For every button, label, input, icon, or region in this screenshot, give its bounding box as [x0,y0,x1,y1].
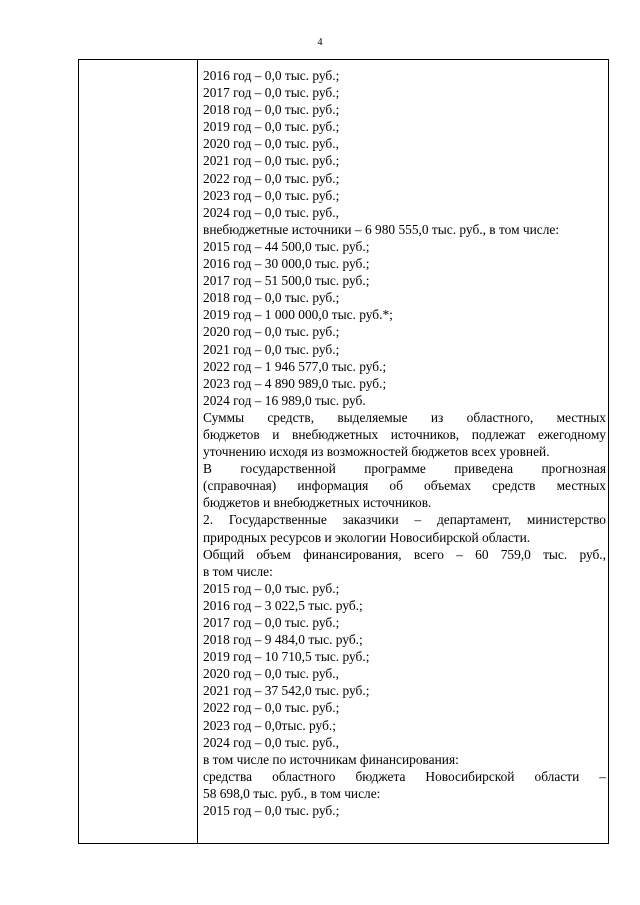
text-line: 2020 год – 0,0 тыс. руб., [203,666,339,682]
text-line: 2017 год – 0,0 тыс. руб.; [203,615,340,630]
text-line: внебюджетные источники – 6 980 555,0 тыс. руб., в том числе: [203,221,560,237]
text-line: 2019 год – 0,0 тыс. руб.; [203,119,340,135]
text-line: 2022 год – 0,0 тыс. руб.; [203,170,340,186]
text-line: 2022 год – 1 946 577,0 тыс. руб.; [203,358,387,374]
text-line: 2. Государственные заказчики – департамент, министерство [203,512,606,528]
text-line: 2016 год – 3 022,5 тыс. руб.; [203,597,363,613]
page-number: 4 [317,37,323,48]
text-line: 2024 год – 0,0 тыс. руб., [203,204,339,220]
text-line: 2021 год – 37 542,0 тыс. руб.; [203,683,370,699]
text-line: 2021 год – 0,0 тыс. руб.; [203,153,340,169]
text-line: уточнению исходя из возможностей бюджетов всех уровней. [203,444,550,460]
text-line: В государственной программе приведена прогнозная [203,461,606,477]
text-line: Общий объем финансирования, всего – 60 759,0 тыс. руб., [203,546,606,562]
text-line: 2020 год – 0,0 тыс. руб., [203,136,339,152]
funding-table [78,59,609,844]
text-line: средства областного бюджета Новосибирской области – [203,768,606,784]
text-line: в том числе: [203,563,273,579]
text-line: бюджетов и внебюджетных источников, подлежат ежегодному [203,426,606,442]
text-line: бюджетов и внебюджетных источников. [203,495,432,511]
text-line: (справочная) информация об объемах средств местных [203,478,606,494]
text-line: 2020 год – 0,0 тыс. руб.; [203,324,340,340]
text-line: 2023 год – 0,0 тыс. руб.; [203,187,340,203]
text-line: 58 698,0 тыс. руб., в том числе: [203,785,381,801]
text-line: 2015 год – 44 500,0 тыс. руб.; [203,238,370,254]
text-line: 2021 год – 0,0 тыс. руб.; [203,341,340,357]
text-line: 2015 год – 0,0 тыс. руб.; [203,803,340,819]
text-line: 2022 год – 0,0 тыс. руб.; [203,700,340,716]
text-line: 2018 год – 9 484,0 тыс. руб.; [203,632,363,648]
text-line: 2018 год – 0,0 тыс. руб.; [203,290,340,306]
text-line: Суммы средств, выделяемые из областного, местных [203,409,606,425]
text-line: 2017 год – 51 500,0 тыс. руб.; [203,273,370,289]
text-line: 2016 год – 30 000,0 тыс. руб.; [203,256,370,272]
right-cell [203,67,606,819]
text-line: 2024 год – 16 989,0 тыс. руб. [203,392,366,408]
text-line: 2019 год – 1 000 000,0 тыс. руб.*; [203,307,393,323]
text-line: 2016 год – 0,0 тыс. руб.; [203,68,340,83]
text-line: природных ресурсов и экологии Новосибирской области. [203,529,531,545]
text-line: 2023 год – 4 890 989,0 тыс. руб.; [203,375,387,391]
text-line: 2018 год – 0,0 тыс. руб.; [203,102,340,118]
text-line: в том числе по источникам финансирования: [203,751,459,767]
text-line: 2024 год – 0,0 тыс. руб., [203,734,339,750]
text-line: 2019 год – 10 710,5 тыс. руб.; [203,649,370,665]
text-line: 2017 год – 0,0 тыс. руб.; [203,85,340,101]
column-divider [197,60,198,843]
text-line: 2023 год – 0,0тыс. руб.; [203,717,336,733]
text-line: 2015 год – 0,0 тыс. руб.; [203,580,340,596]
